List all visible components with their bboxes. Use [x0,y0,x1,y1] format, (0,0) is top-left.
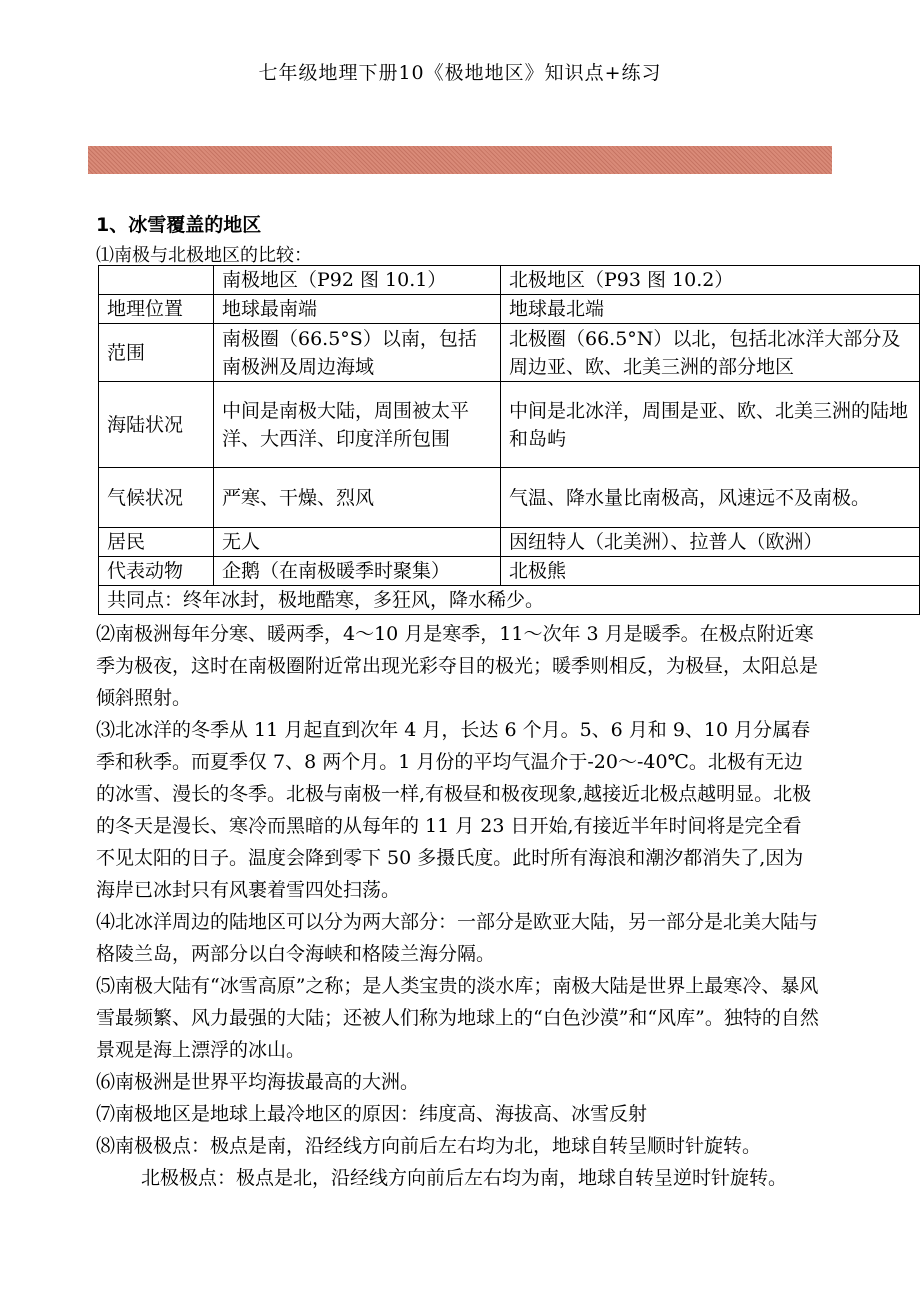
table-cell [99,266,214,295]
row-label: 居民 [99,528,214,557]
paragraph: ⑶北冰洋的冬季从 11 月起直到次年 4 月，长达 6 个月。5、6 月和 9、10 月分属春季和秋季。而夏季仅 7、8 两个月。1 月份的平均气温介于-20～-40℃。北极有无边的冰雪、漫长的冬季。北极与南极一样,有极昼和极夜现象,越接近北极点越明显。北极的冬天是漫长、寒冷而黑暗的从每年的 11 月 23 日开始,有接近半年时间将是完全看不见太阳的日子。温度会降到零下 50 多摄氏度。此时所有海浪和潮汐都消失了,因为海岸已冰封只有风裹着雪四处扫荡。 [96,719,812,901]
paragraph: ⑸南极大陆有“冰雪高原”之称；是人类宝贵的淡水库；南极大陆是世界上最寒冷、暴风雪最频繁、风力最强的大陆；还被人们称为地球上的“白色沙漠”和“风库”。独特的自然景观是海上漂浮的冰山。 [96,975,819,1061]
comparison-intro: ⑴南极与北极地区的比较： [96,245,312,266]
table-cell: 地球最南端 [214,295,501,324]
section-heading: 1、冰雪覆盖的地区 [96,214,262,236]
table-cell: 因纽特人（北美洲）、拉普人（欧洲） [501,528,920,557]
table-cell: 北极圈（66.5°N）以北，包括北冰洋大部分及周边亚、欧、北美三洲的部分地区 [501,324,920,382]
paragraph: ⑺南极地区是地球上最冷地区的原因：纬度高、海拔高、冰雪反射 [96,1103,648,1125]
row-label: 代表动物 [99,557,214,586]
paragraph: 北极极点：极点是北，沿经线方向前后左右均为南，地球自转呈逆时针旋转。 [141,1167,788,1189]
table-cell: 中间是北冰洋，周围是亚、欧、北美三洲的陆地和岛屿 [501,382,920,468]
table-header-row [99,266,920,295]
paragraph: ⑷北冰洋周边的陆地区可以分为两大部分：一部分是欧亚大陆，另一部分是北美大陆与格陵兰岛，两部分以白令海峡和格陵兰海分隔。 [96,911,819,965]
table-cell: 地球最北端 [501,295,920,324]
table-cell: 企鹅（在南极暖季时聚集） [214,557,501,586]
table-header-arctic: 北极地区（P93 图 10.2） [501,266,920,295]
row-label: 范围 [99,324,214,382]
table-cell: 中间是南极大陆，周围被太平洋、大西洋、印度洋所包围 [214,382,501,468]
table-row [99,295,920,324]
paragraph: ⑻南极极点：极点是南，沿经线方向前后左右均为北，地球自转呈顺时针旋转。 [96,1135,762,1157]
table-cell: 气温、降水量比南极高，风速远不及南极。 [501,468,920,528]
table-cell: 严寒、干燥、烈风 [214,468,501,528]
table-row [99,557,920,586]
table-row [99,528,920,557]
decorative-banner [88,146,832,174]
common-points: 共同点：终年冰封，极地酷寒，多狂风，降水稀少。 [99,586,920,615]
paragraph: ⑵南极洲每年分寒、暖两季，4～10 月是寒季，11～次年 3 月是暖季。在极点附近寒季为极夜，这时在南极圈附近常出现光彩夺目的极光；暖季则相反，为极昼，太阳总是倾斜照射。 [96,623,819,709]
paragraph: ⑹南极洲是世界平均海拔最高的大洲。 [96,1071,420,1093]
row-label: 气候状况 [99,468,214,528]
document-title: 七年级地理下册10《极地地区》知识点+练习 [258,62,662,84]
comparison-table [98,265,920,615]
table-row [99,382,920,468]
table-cell: 南极圈（66.5°S）以南，包括南极洲及周边海域 [214,324,501,382]
row-label: 海陆状况 [99,382,214,468]
notes-body [96,618,820,1194]
table-row [99,324,920,382]
table-header-antarctic: 南极地区（P92 图 10.1） [214,266,501,295]
table-cell: 北极熊 [501,557,920,586]
table-common-row [99,586,920,615]
table-cell: 无人 [214,528,501,557]
row-label: 地理位置 [99,295,214,324]
table-row [99,468,920,528]
